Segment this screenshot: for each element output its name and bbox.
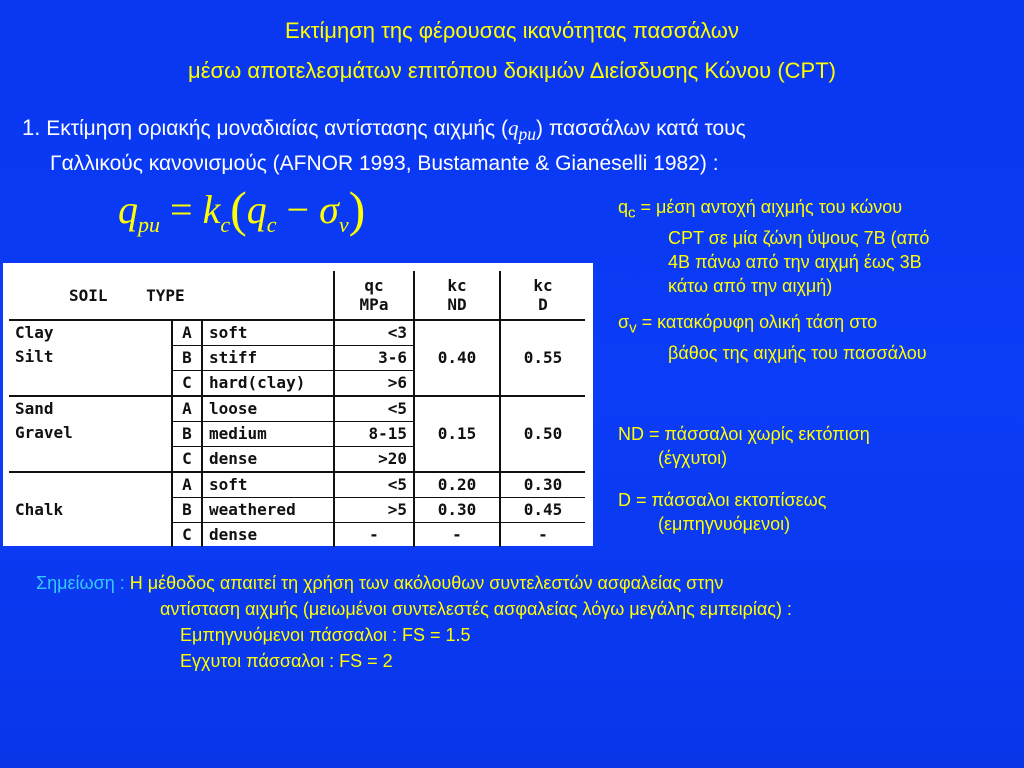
kc-nd-value: 0.20 [414, 472, 500, 498]
row-desc: medium [202, 422, 334, 447]
row-qc: >20 [334, 447, 414, 473]
point-text-before: Εκτίμηση οριακής μοναδιαίας αντίστασης αιχμής ( [40, 117, 509, 140]
fs-bored-piles: Εγχυτοι πάσσαλοι : FS = 2 [180, 651, 393, 671]
soil-kc-table [3, 263, 593, 546]
kc-d-value: 0.45 [500, 498, 585, 523]
row-qc: - [334, 523, 414, 548]
row-qc: 8-15 [334, 422, 414, 447]
header-qc: qc MPa [334, 271, 414, 320]
row-qc: <5 [334, 396, 414, 422]
note-line1: Η μέθοδος απαιτεί τη χρήση των ακόλουθων συντελεστών ασφαλείας στην [124, 573, 724, 593]
row-qc: >5 [334, 498, 414, 523]
row-tag: A [172, 320, 202, 346]
kc-d-value: 0.55 [500, 320, 585, 396]
kc-nd-value: - [414, 523, 500, 548]
table-row [9, 472, 585, 498]
kc-nd-value: 0.40 [414, 320, 500, 396]
header-kc-nd: kc ND [414, 271, 500, 320]
row-desc: soft [202, 472, 334, 498]
fs-driven-piles: Εμπηγνυόμενοι πάσσαλοι : FS = 1.5 [180, 625, 471, 645]
row-tag: B [172, 498, 202, 523]
row-tag: C [172, 371, 202, 397]
row-tag: A [172, 472, 202, 498]
row-qc: <5 [334, 472, 414, 498]
table-row [9, 396, 585, 422]
note-label: Σημείωση : [36, 573, 125, 593]
row-desc: hard(clay) [209, 373, 306, 392]
row-desc: dense [209, 525, 258, 544]
note-line2: αντίσταση αιχμής (μειωμένοι συντελεστές ασφαλείας λόγω μεγάλης εμπειρίας) : [160, 599, 792, 619]
header-kc-d: kc D [500, 271, 585, 320]
kc-d-value: - [500, 523, 585, 548]
row-qc: <3 [334, 320, 414, 346]
kc-d-value: 0.30 [500, 472, 585, 498]
group-name-sand-gravel: Sand Gravel [9, 396, 172, 472]
sigma-v-definition: $\sigma_v = \kappa\alpha\tau\alpha\kappa ό\rho\upsilon\varphi\eta$ ολική τάση στο βάθος της αιχμής του πασσάλου [618, 312, 927, 363]
row-tag: B [172, 422, 202, 447]
group-name-chalk: Chalk [9, 472, 172, 547]
qc-definition: $q_c = \mu έ\sigma\eta$ αντοχή αιχμής του κώνου CPT σε μία ζώνη ύψους 7Β (από 4Β πάνω από την αιχμή έως 3Β κάτω από την αιχμή) [618, 197, 930, 296]
row-qc: 3-6 [334, 346, 414, 371]
group-name-clay-silt: Clay Silt [9, 320, 172, 396]
table-header-row [9, 271, 585, 320]
nd-definition: ND = πάσσαλοι χωρίς εκτόπιση (έγχυτοι) [618, 424, 870, 468]
header-soil-type: SOIL TYPE [9, 271, 334, 320]
row-desc: loose [202, 396, 334, 422]
point-1 [22, 113, 1002, 179]
kc-nd-value: 0.30 [414, 498, 500, 523]
qpu-equation: $q_{pu} = k_c(q_c - \sigma_v)$ [118, 181, 366, 237]
kc-d-value: 0.50 [500, 396, 585, 472]
row-desc: soft [202, 320, 334, 346]
row-tag: C [172, 447, 202, 473]
row-desc: weathered [202, 498, 334, 523]
row-desc: dense [209, 449, 258, 468]
d-definition: D = πάσσαλοι εκτοπίσεως (εμπηγνυόμενοι) [618, 490, 827, 534]
row-desc: stiff [202, 346, 334, 371]
row-qc: >6 [334, 371, 414, 397]
row-tag: A [172, 396, 202, 422]
point-number: 1. [22, 115, 41, 140]
row-tag: C [172, 523, 202, 548]
point-line2: Γαλλικούς κανονισμούς (AFNOR 1993, Bustamante & Gianeselli 1982) : [50, 152, 719, 176]
row-tag: B [172, 346, 202, 371]
soil-table [9, 271, 585, 547]
table-row [9, 320, 585, 346]
slide-title-line1: Εκτίμηση της φέρουσας ικανότητας πασσάλων [285, 18, 739, 43]
safety-factor-note [36, 570, 1006, 674]
slide-title-line2: μέσω αποτελεσμάτων επιτόπου δοκιμών Διείσδυσης Κώνου (CPT) [188, 58, 836, 83]
kc-nd-value: 0.15 [414, 396, 500, 472]
point-text-after: ) πασσάλων κατά τους [536, 117, 746, 140]
qpu-symbol: $q_{pu}$ [508, 116, 537, 145]
